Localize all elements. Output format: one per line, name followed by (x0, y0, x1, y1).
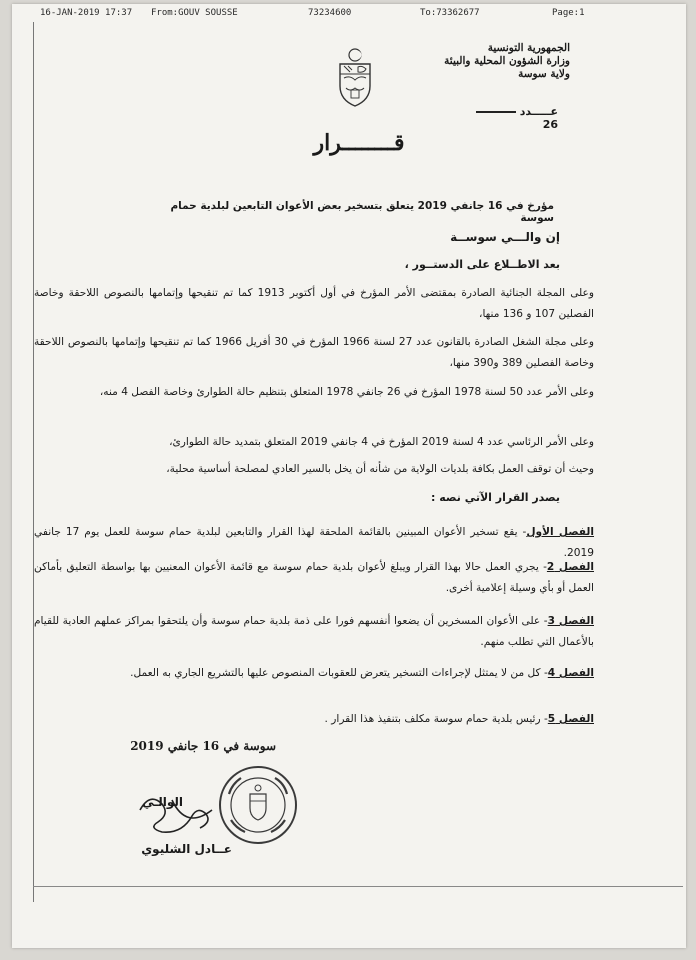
article-text: - كل من لا يمتثل لإجراءات التسخير يتعرض للعقوبات المنصوص عليها بالتشريع الجاري به العمل. (130, 667, 548, 679)
article-label: الفصل الأول (526, 526, 595, 538)
preamble-item: وعلى مجلة الشغل الصادرة بالقانون عدد 27 لسنة 1966 المؤرخ في 30 أفريل 1966 كما تم تنقيحها وإتمامها بالنصوص اللاحقة وخاصة الفصلين 389 و390 منها، (34, 336, 594, 369)
preamble-item: وعلى المجلة الجنائية الصادرة بمقتضى الأمر المؤرخ في أول أكتوبر 1913 كما تم تنقيحها وإتمامها بالنصوص اللاحقة وخاصة الفصلين 107 و 136 منها، (34, 287, 594, 320)
signatory-name: عــادل الشليوي (141, 842, 232, 856)
issuer-line: إن والـــي سوســة (450, 230, 560, 244)
article-text: - رئيس بلدية حمام سوسة مكلف بتنفيذ هذا القرار . (324, 713, 548, 725)
article-label: الفصل 3 (547, 615, 594, 627)
signatory-title: الوالـي (142, 795, 184, 809)
preamble-constitution: بعد الاطــلاع على الدستــور ، (404, 258, 560, 271)
handwritten-signature-icon (132, 780, 232, 850)
fax-page (12, 4, 686, 948)
article-label: الفصل 5 (547, 713, 594, 725)
article-3 (34, 611, 594, 653)
decision-heading: يصدر القرار الآتي نصه : (431, 491, 560, 504)
reference-prefix: عـــــدد (519, 105, 558, 118)
decree-subject-line: مؤرخ في 16 جانفي 2019 يتعلق بتسخير بعض الأعوان التابعين لبلدية حمام سوسة (170, 200, 554, 224)
preamble-item: وحيث أن توقف العمل بكافة بلديات الولاية من شأنه أن يخل بالسير العادي لمصلحة أساسية محلية، (166, 463, 594, 475)
fax-from: From:GOUV SOUSSE (151, 8, 238, 18)
issuing-authority (444, 42, 570, 81)
preamble-item: وعلى الأمر عدد 50 لسنة 1978 المؤرخ في 26 جانفي 1978 المتعلق بتنظيم حالة الطوارئ وخاصة الفصل 4 منه، (99, 386, 594, 398)
article-4 (34, 663, 594, 684)
tunisia-coat-of-arms-icon (334, 46, 376, 108)
article-2 (34, 557, 594, 599)
article-text: - يجري العمل حالا بهذا القرار ويبلغ لأعوان بلدية حمام سوسة مع قائمة الأعوان المعنيين بها بواسطة التعليق بأماكن العمل أو بأي وسيلة إعلامية أخرى. (34, 561, 594, 594)
fax-number: 73234600 (308, 8, 352, 18)
bottom-rule (33, 886, 683, 887)
article-text: - على الأعوان المسخرين أن يضعوا أنفسهم فورا على ذمة بلدية حمام سوسة وأن يلتحقوا بمراكز عملهم العادية للقيام بالأعمال التي تطلب منهم. (34, 615, 594, 648)
fax-page-number: Page:1 (552, 8, 585, 18)
reference-value: 26 (542, 118, 558, 131)
fax-date-time: 16-JAN-2019 17:37 (40, 8, 133, 18)
article-label: الفصل 2 (546, 561, 594, 573)
authority-ministry: وزارة الشؤون المحلية والبيئة (444, 55, 570, 67)
article-label: الفصل 4 (547, 667, 594, 679)
preamble-item: وعلى الأمر الرئاسي عدد 4 لسنة 2019 المؤرخ في 4 جانفي 2019 المتعلق بتمديد حالة الطوارئ، (169, 436, 594, 448)
article-text: - يقع تسخير الأعوان المبينين بالقائمة الملحقة لهذا القرار والتابعين لبلدية حمام سوسة للعمل يوم 17 جانفي 2019. (34, 526, 594, 559)
authority-republic: الجمهورية التونسية (487, 42, 570, 54)
article-5 (34, 709, 594, 730)
document-title: قــــــــرار (313, 130, 405, 156)
signature-place-date: سوسة في 16 جانفي 2019 (130, 739, 276, 753)
fax-header (12, 8, 686, 22)
fax-to: To:73362677 (420, 8, 480, 18)
reference-number (466, 105, 558, 131)
authority-governorate: ولاية سوسة (518, 68, 570, 80)
